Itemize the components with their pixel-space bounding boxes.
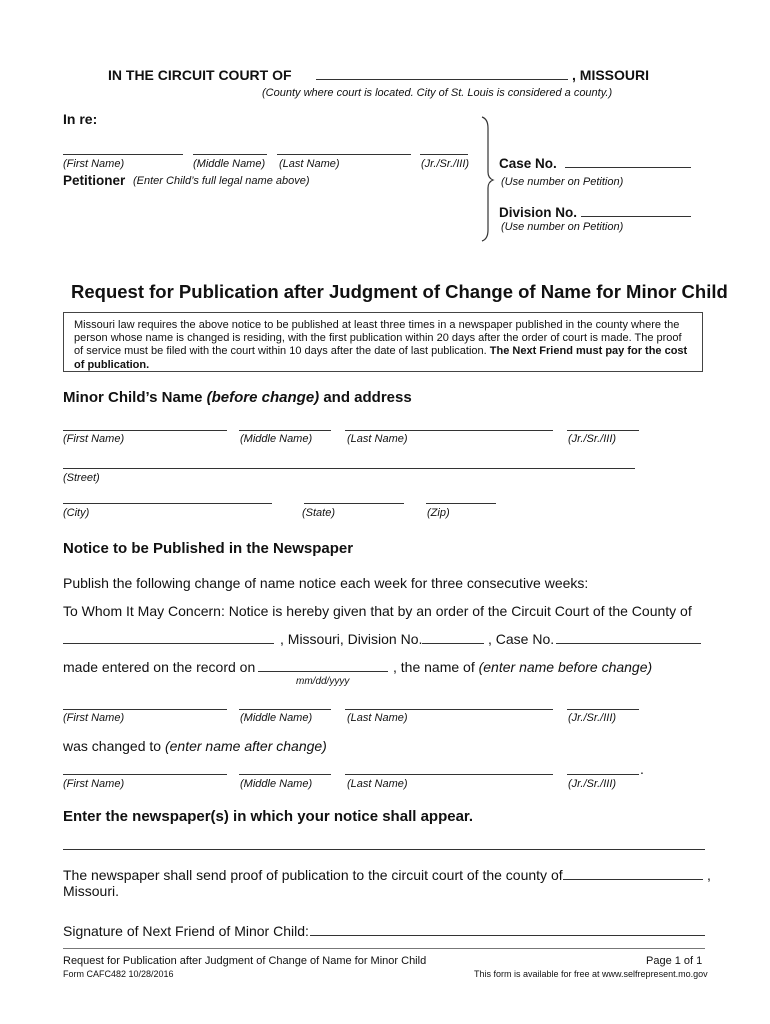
petitioner-first-name-line[interactable] (63, 154, 183, 155)
after-middle-name-line[interactable] (239, 774, 331, 775)
footer-availability: This form is available for free at www.selfrepresent.mo.gov (474, 969, 708, 979)
case-no-input-line[interactable] (565, 167, 691, 168)
petitioner-suffix-line[interactable] (420, 154, 468, 155)
notice-case-no-line[interactable] (556, 643, 701, 644)
name-of-text: , the name of (enter name before change) (393, 659, 653, 675)
notice-text: Missouri law requires the above notice to be published at least three times in a newspaper published in the county where the person whose name is changed is residing, with the first publication within 20 days after the order of court is made. The proof of service must be filed with the court within 10 days after the date of last publication. (74, 319, 682, 358)
after-first-name-line[interactable] (63, 774, 227, 775)
before-suffix-label: (Jr./Sr./III) (568, 712, 617, 724)
minor-first-name-label: (First Name) (63, 433, 125, 445)
missouri-division-text: , Missouri, Division No. (280, 631, 423, 647)
before-middle-name-label: (Middle Name) (240, 712, 313, 724)
before-first-name-label: (First Name) (63, 712, 125, 724)
record-date-line[interactable] (258, 671, 388, 672)
minor-suffix-line[interactable] (567, 430, 639, 431)
to-whom-text: To Whom It May Concern: Notice is hereby given that by an order of the Circuit Court of the County of (63, 603, 692, 619)
minor-last-name-label: (Last Name) (347, 433, 408, 445)
zip-input-line[interactable] (426, 503, 496, 504)
street-input-line[interactable] (63, 468, 635, 469)
minor-name-heading: Minor Child’s Name (before change) and address (63, 389, 412, 406)
division-no-input-line[interactable] (581, 216, 691, 217)
after-last-name-line[interactable] (345, 774, 553, 775)
footer-title: Request for Publication after Judgment of Change of Name for Minor Child (63, 955, 427, 967)
after-name-period: . (640, 761, 644, 777)
signature-label: Signature of Next Friend of Minor Child: (63, 923, 309, 939)
minor-middle-name-label: (Middle Name) (240, 433, 313, 445)
court-heading-suffix: , MISSOURI (572, 67, 650, 83)
after-suffix-label: (Jr./Sr./III) (568, 778, 617, 790)
minor-middle-name-line[interactable] (239, 430, 331, 431)
publish-instruction: Publish the following change of name notice each week for three consecutive weeks: (63, 575, 589, 591)
county-input-line[interactable] (316, 79, 568, 80)
notice-case-no-text: , Case No. (488, 631, 555, 647)
footer-rule (63, 948, 705, 949)
proof-county-line[interactable] (563, 879, 703, 880)
newspapers-input-line[interactable] (63, 849, 705, 850)
caption-brace (478, 116, 498, 242)
petitioner-label: Petitioner (63, 173, 126, 188)
petitioner-note: (Enter Child’s full legal name above) (133, 175, 310, 187)
division-no-note: (Use number on Petition) (501, 221, 624, 233)
notice-county-line[interactable] (63, 643, 274, 644)
after-suffix-line[interactable] (567, 774, 639, 775)
before-last-name-label: (Last Name) (347, 712, 408, 724)
signature-line[interactable] (310, 935, 705, 936)
city-label: (City) (63, 507, 90, 519)
case-no-label: Case No. (499, 156, 557, 171)
suffix-label: (Jr./Sr./III) (421, 158, 470, 170)
petitioner-middle-name-line[interactable] (193, 154, 267, 155)
zip-label: (Zip) (427, 507, 450, 519)
newspaper-heading: Notice to be Published in the Newspaper (63, 540, 354, 557)
case-no-note: (Use number on Petition) (501, 176, 624, 188)
minor-last-name-line[interactable] (345, 430, 553, 431)
in-re-label: In re: (63, 111, 98, 127)
proof-text-line1: The newspaper shall send proof of publication to the circuit court of the county of (63, 867, 563, 883)
publication-notice-box (63, 312, 703, 372)
after-last-name-label: (Last Name) (347, 778, 408, 790)
date-format-hint: mm/dd/yyyy (296, 676, 350, 687)
street-label: (Street) (63, 472, 100, 484)
city-input-line[interactable] (63, 503, 272, 504)
proof-comma: , (707, 867, 711, 883)
after-first-name-label: (First Name) (63, 778, 125, 790)
middle-name-label: (Middle Name) (193, 158, 266, 170)
last-name-label: (Last Name) (279, 158, 340, 170)
footer-form-no: Form CAFC482 10/28/2016 (63, 969, 174, 979)
minor-suffix-label: (Jr./Sr./III) (568, 433, 617, 445)
page-title: Request for Publication after Judgment of Change of Name for Minor Child (71, 281, 728, 302)
footer-page: Page 1 of 1 (646, 955, 703, 967)
newspapers-heading: Enter the newspaper(s) in which your notice shall appear. (63, 808, 474, 825)
changed-to-text: was changed to (enter name after change) (63, 738, 327, 754)
state-input-line[interactable] (304, 503, 404, 504)
made-entered-text: made entered on the record on (63, 659, 256, 675)
before-first-name-line[interactable] (63, 709, 227, 710)
after-middle-name-label: (Middle Name) (240, 778, 313, 790)
petitioner-last-name-line[interactable] (277, 154, 411, 155)
first-name-label: (First Name) (63, 158, 125, 170)
before-suffix-line[interactable] (567, 709, 639, 710)
notice-division-line[interactable] (422, 643, 484, 644)
notice-bold-text: The Next Friend must pay for the cost of publication. (74, 345, 688, 371)
state-label: (State) (302, 507, 336, 519)
county-note: (County where court is located. City of St. Louis is considered a county.) (262, 87, 613, 99)
before-middle-name-line[interactable] (239, 709, 331, 710)
before-last-name-line[interactable] (345, 709, 553, 710)
division-no-label: Division No. (499, 205, 578, 220)
proof-text-line2: Missouri. (63, 883, 120, 899)
court-heading-prefix: IN THE CIRCUIT COURT OF (108, 67, 292, 83)
minor-first-name-line[interactable] (63, 430, 227, 431)
